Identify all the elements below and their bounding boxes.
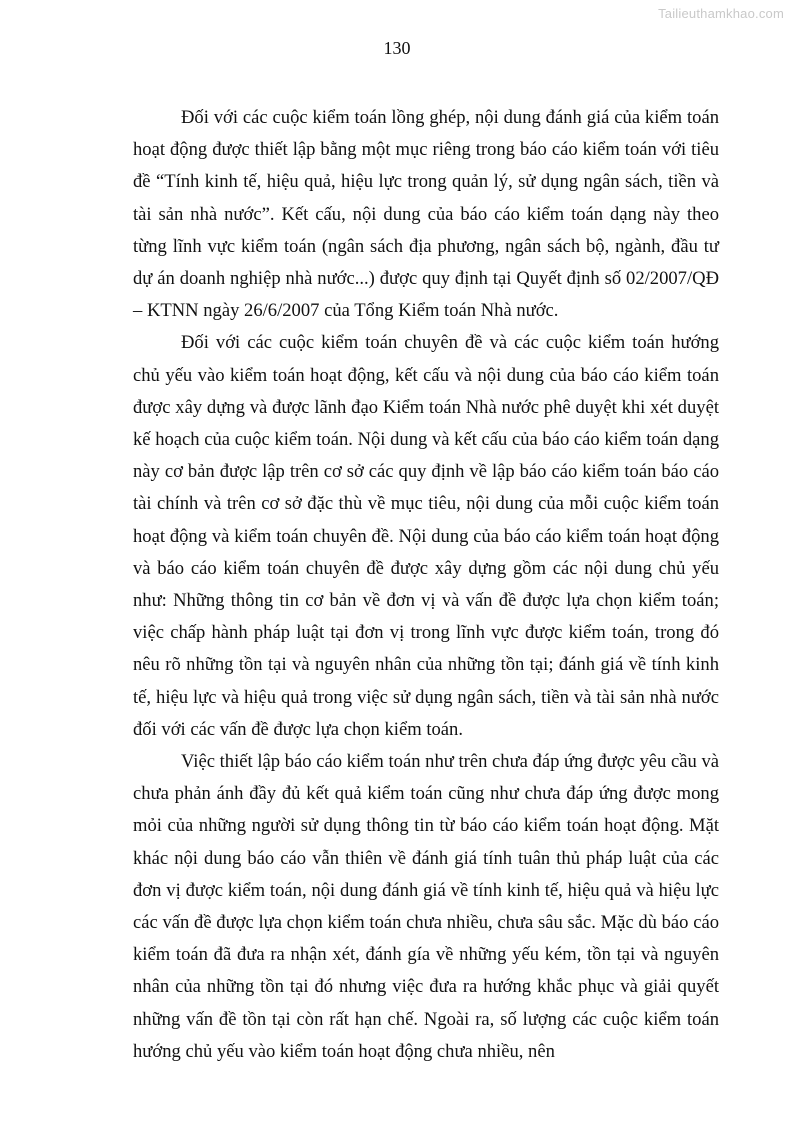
paragraph-2: Đối với các cuộc kiểm toán chuyên đề và các cuộc kiểm toán hướng chủ yếu vào kiểm toán hoạt động, kết cấu và nội dung của báo cáo kiểm toán được xây dựng và được lãnh đạo Kiểm toán Nhà nước phê duyệt khi xét duyệt kế hoạch của cuộc kiểm toán. Nội dung và kết cấu của báo cáo kiểm toán dạng này cơ bản được lập trên cơ sở các quy định về lập báo cáo kiểm toán báo cáo tài chính và trên cơ sở đặc thù về mục tiêu, nội dung của mỗi cuộc kiểm toán hoạt động và kiểm toán chuyên đề. Nội dung của báo cáo kiểm toán hoạt động và báo cáo kiểm toán chuyên đề được xây dựng gồm các nội dung chủ yếu như: Những thông tin cơ bản về đơn vị và vấn đề được lựa chọn kiểm toán; việc chấp hành pháp luật tại đơn vị trong lĩnh vực được kiểm toán, trong đó nêu rõ những tồn tại và nguyên nhân của những tồn tại; đánh giá về tính kinh tế, hiệu lực và hiệu quả trong việc sử dụng ngân sách, tiền và tài sản nhà nước đối với các vấn đề được lựa chọn kiểm toán. — [133, 332, 719, 740]
paragraph-3: Việc thiết lập báo cáo kiểm toán như trên chưa đáp ứng được yêu cầu và chưa phản ánh đầy đủ kết quả kiểm toán cũng như chưa đáp ứng được mong mỏi của những người sử dụng thông tin từ báo cáo kiểm toán hoạt động. Mặt khác nội dung báo cáo vẫn thiên về đánh giá tính tuân thủ pháp luật của các đơn vị được kiểm toán, nội dung đánh giá về tính kinh tế, hiệu quả và hiệu lực các vấn đề được lựa chọn kiểm toán chưa nhiều, chưa sâu sắc. Mặc dù báo cáo kiểm toán đã đưa ra nhận xét, đánh gía về những yếu kém, tồn tại và nguyên nhân của những tồn tại đó nhưng việc đưa ra hướng khắc phục và giải quyết những vấn đề tồn tại còn rất hạn chế. Ngoài ra, số lượng các cuộc kiểm toán hướng chủ yếu vào kiểm toán hoạt động chưa nhiều, nên — [133, 751, 719, 1062]
watermark: Tailieuthamkhao.com — [658, 6, 784, 21]
paragraph-1: Đối với các cuộc kiểm toán lồng ghép, nội dung đánh giá của kiểm toán hoạt động được thiết lập bằng một mục riêng trong báo cáo kiểm toán với tiêu đề “Tính kinh tế, hiệu quả, hiệu lực trong quản lý, sử dụng ngân sách, tiền và tài sản nhà nước”. Kết cấu, nội dung của báo cáo kiểm toán dạng này theo từng lĩnh vực kiểm toán (ngân sách địa phương, ngân sách bộ, ngành, đầu tư dự án doanh nghiệp nhà nước...) được quy định tại Quyết định số 02/2007/QĐ – KTNN ngày 26/6/2007 của Tổng Kiểm toán Nhà nước. — [133, 107, 719, 322]
document-body — [133, 102, 719, 1068]
page-number: 130 — [383, 38, 411, 58]
